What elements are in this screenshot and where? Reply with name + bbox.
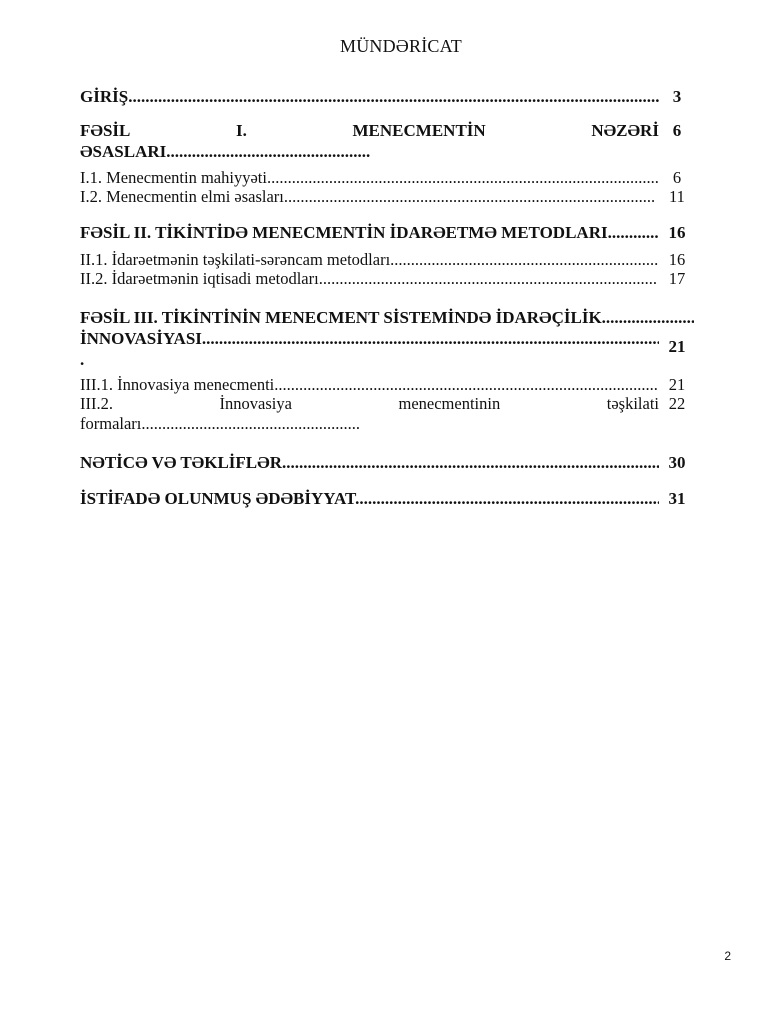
toc-entry-section-2-2[interactable] (80, 269, 694, 289)
toc-entry-references[interactable] (80, 489, 694, 509)
toc-entry-label: I.2. Menecmentin elmi əsasları ..... (80, 187, 656, 207)
toc-entry-label: III.1. İnnovasiya menecmenti ..... (80, 375, 659, 395)
toc-entry-chapter-2[interactable] (80, 223, 694, 243)
toc-entry-page: 22 (668, 394, 686, 413)
toc-entry-chapter-3[interactable] (80, 308, 694, 328)
page-number: 2 (724, 949, 731, 963)
toc-entry-section-3-2[interactable] (80, 394, 694, 414)
toc-entry-section-1-2[interactable] (80, 187, 694, 207)
toc-entry-page: 16 (668, 250, 686, 269)
toc-entry-chapter-3-page (80, 337, 694, 357)
toc-entry-section-3-1[interactable] (80, 375, 694, 395)
toc-entry-page: 21 (668, 375, 686, 394)
toc-entry-label: NƏTİCƏ VƏ TƏKLİFLƏR ..... (80, 453, 659, 473)
toc-entry-label-line1: III.2. İnnovasiya menecmentinin təşkilati (80, 394, 659, 413)
toc-entry-page: 17 (668, 269, 686, 288)
toc-title: MÜNDƏRİCAT (339, 36, 462, 56)
toc-entry-page: 30 (668, 453, 686, 472)
toc-entry-label: FƏSİL II. TİKİNTİDƏ MENECMENTİN İDARƏETMƏ METODLARI ..... (80, 223, 659, 243)
toc-entry-conclusion[interactable] (80, 453, 694, 473)
toc-entry-label-line2: İNNOVASİYASI ..... (80, 329, 659, 349)
toc-entry-page: 6 (672, 121, 682, 140)
toc-entry-page: 16 (668, 223, 686, 242)
toc-entry-label-line1: FƏSİL III. TİKİNTİNİN MENECMENT SİSTEMİNDƏ İDARƏÇİLİK ..... (80, 308, 694, 328)
toc-entry-page: 21 (668, 337, 686, 356)
toc-entry-label: II.1. İdarəetmənin təşkilati-sərəncam metodları ..... (80, 250, 659, 270)
toc-entry-intro[interactable] (80, 87, 694, 107)
toc-entry-chapter-1[interactable] (80, 121, 694, 141)
toc-entry-label: İSTİFADƏ OLUNMUŞ ƏDƏBİYYAT ..... (80, 489, 659, 509)
toc-entry-label: II.2. İdarəetmənin iqtisadi metodları ..... (80, 269, 656, 289)
toc-entry-label: I.1. Menecmentin mahiyyəti ..... (80, 168, 659, 188)
toc-entry-label: GİRİŞ ..... (80, 87, 659, 107)
toc-entry-page: 6 (672, 168, 682, 187)
toc-entry-chapter-1-line2: ƏSASLARI ..... (80, 142, 370, 162)
toc-entry-section-1-1[interactable] (80, 168, 694, 188)
toc-entry-page: 11 (669, 187, 685, 206)
toc-entry-section-3-2-line2: formaları ..... (80, 414, 360, 434)
toc-entry-section-2-1[interactable] (80, 250, 694, 270)
toc-entry-page: 31 (668, 489, 686, 508)
toc-entry-label-line1: FƏSİL I. MENECMENTİN NƏZƏRİ (80, 121, 659, 140)
toc-entry-chapter-3-line3: . (80, 350, 85, 369)
toc-entry-page: 3 (672, 87, 682, 106)
